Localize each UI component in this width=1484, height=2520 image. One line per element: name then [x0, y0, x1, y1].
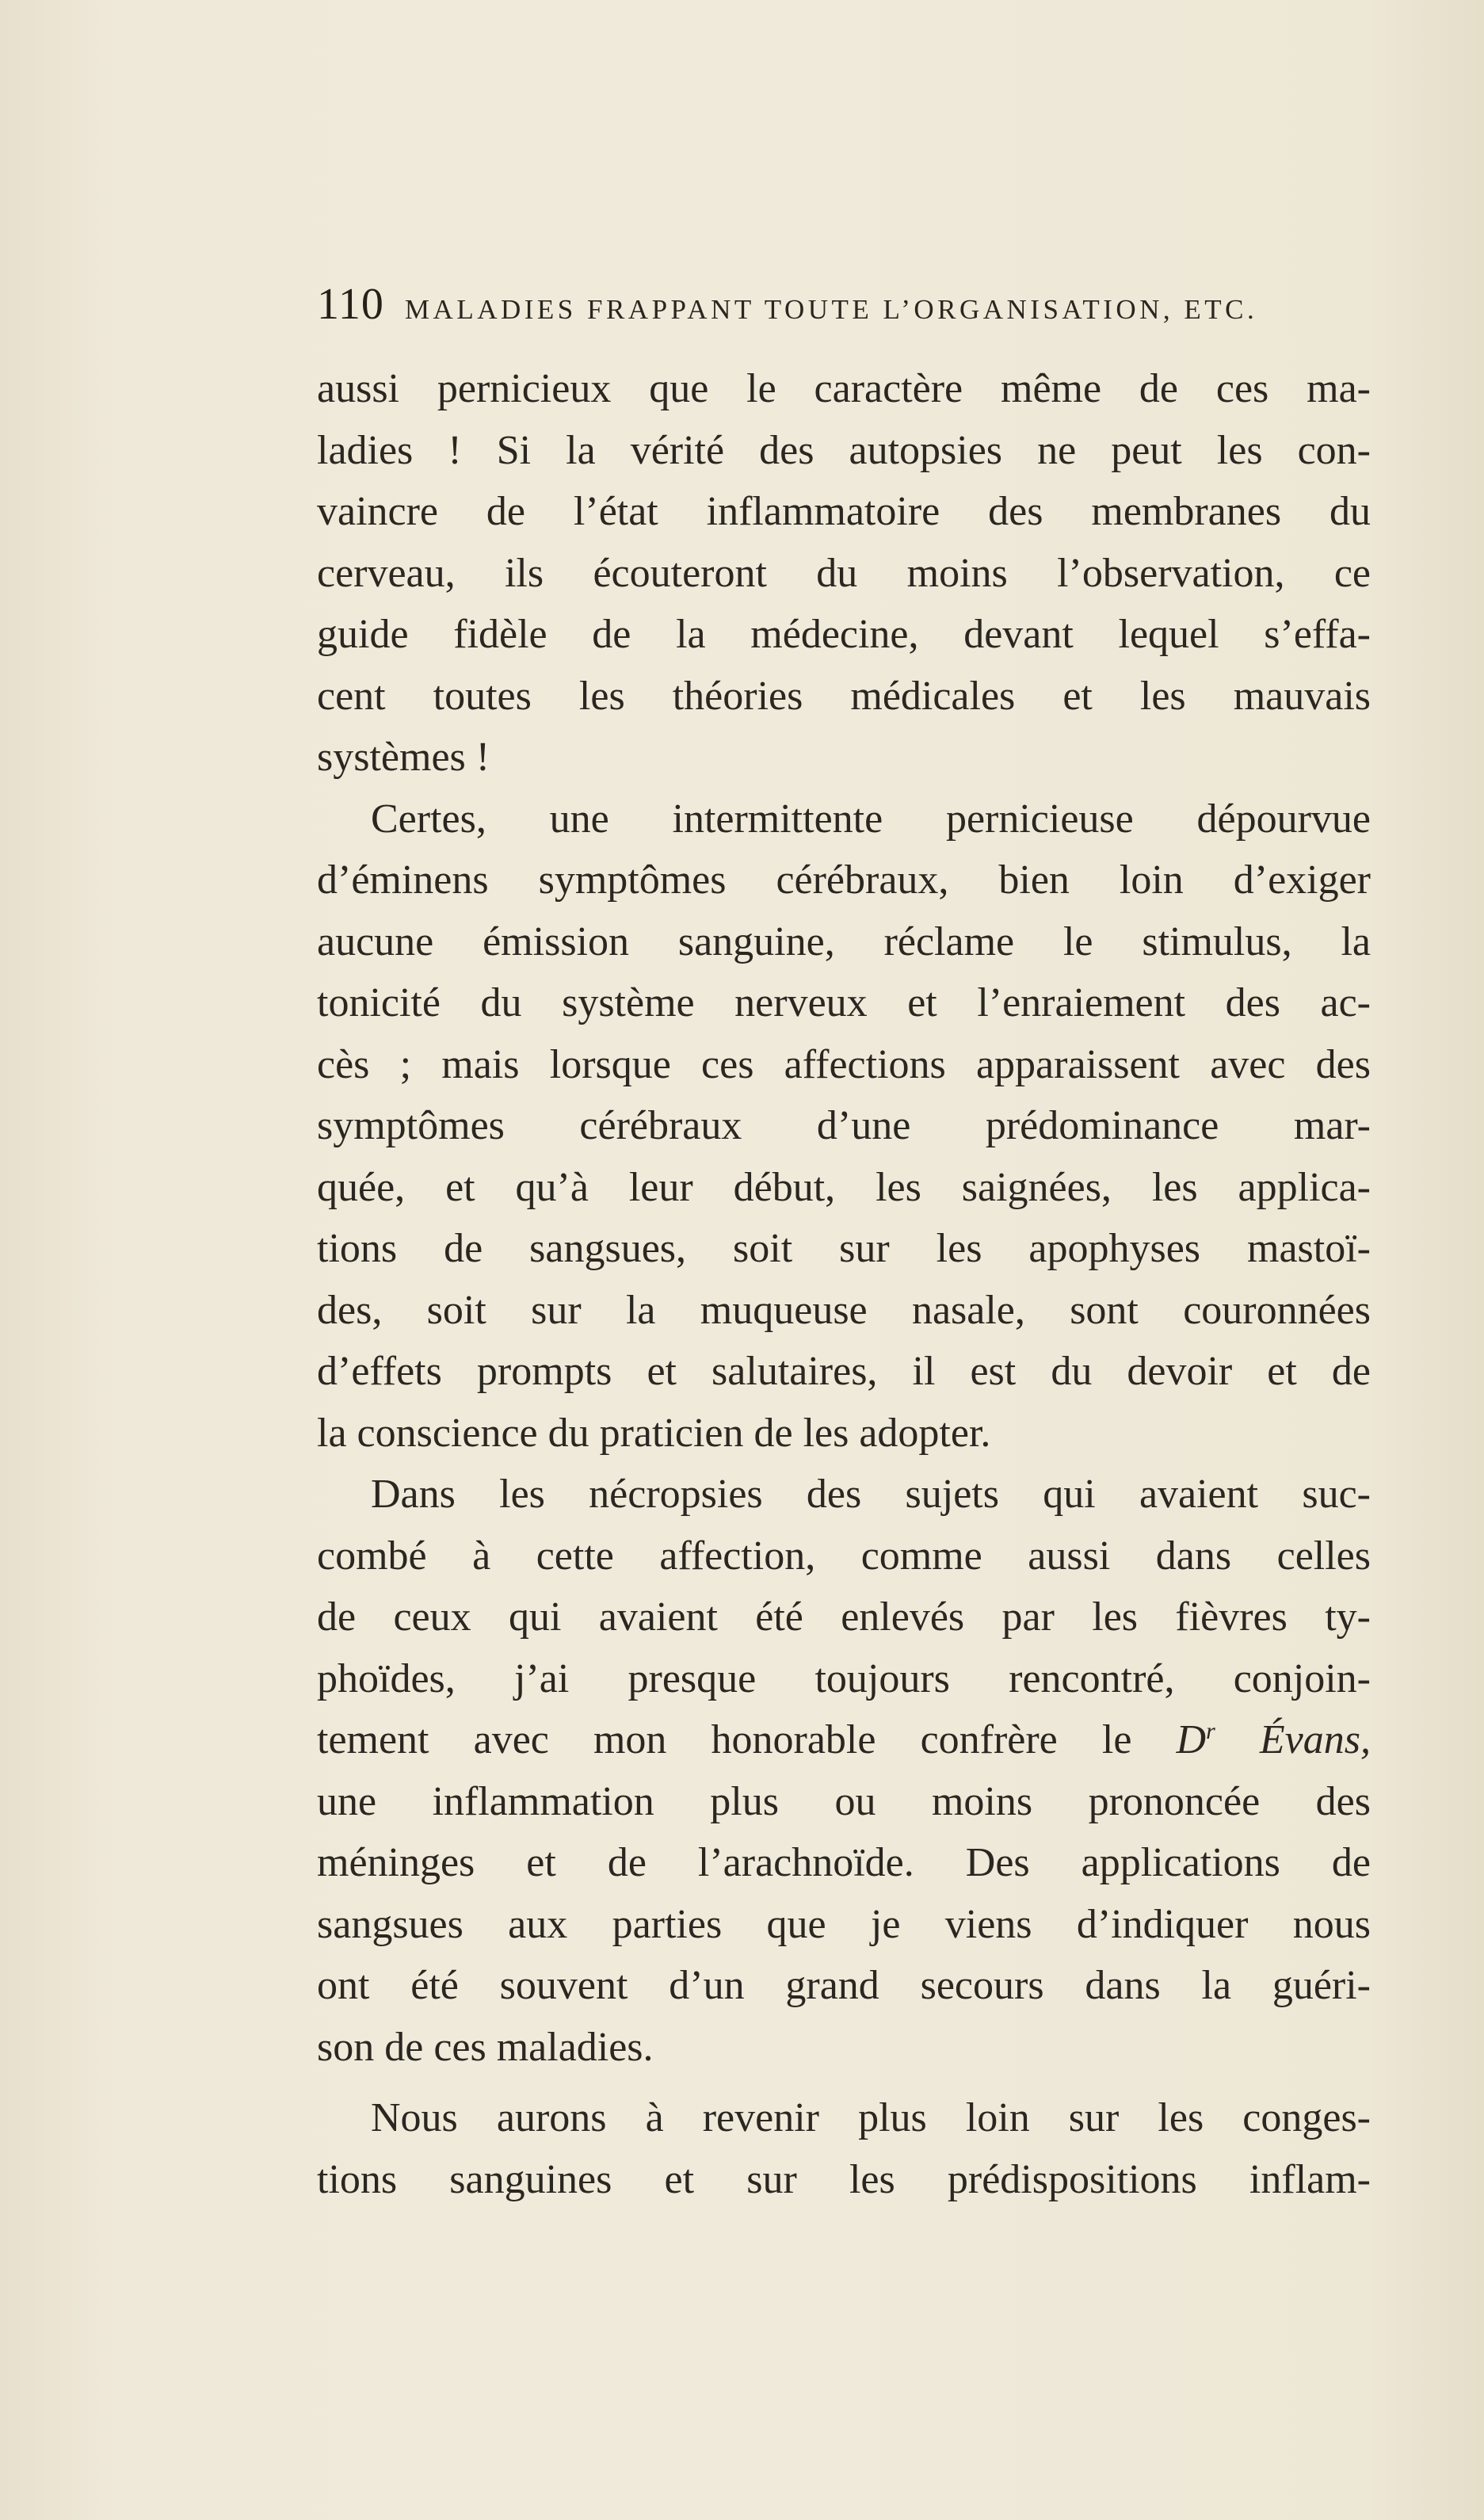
text-line: cerveau, ils écouteront du moins l’observation, ce: [317, 550, 1371, 596]
text-line: aucune émission sanguine, réclame le stimulus, la: [317, 918, 1371, 964]
text-line: combé à cette affection, comme aussi dans celles: [317, 1533, 1371, 1579]
text-line: tions sanguines et sur les prédispositions inflam-: [317, 2156, 1371, 2202]
text-line: sangsues aux parties que je viens d’indiquer nous: [317, 1901, 1371, 1947]
doctor-reference: [1177, 1717, 1371, 1762]
text-line: ladies ! Si la vérité des autopsies ne peut les con-: [317, 427, 1371, 473]
text-line: d’éminens symptômes cérébraux, bien loin d’exiger: [317, 857, 1371, 903]
text-line: des, soit sur la muqueuse nasale, sont couronnées: [317, 1287, 1371, 1333]
text-line: phoïdes, j’ai presque toujours rencontré, conjoin-: [317, 1655, 1371, 1701]
doctor-abbr-superscript: r: [1206, 1718, 1215, 1744]
text-line: Certes, une intermittente pernicieuse dépourvue: [371, 796, 1371, 842]
text-line: ont été souvent d’un grand secours dans la guéri-: [317, 1963, 1371, 2008]
text-line: symptômes cérébraux d’une prédominance mar-: [317, 1103, 1371, 1148]
text-line: vaincre de l’état inflammatoire des membranes du: [317, 489, 1371, 534]
text-line: la conscience du praticien de les adopter.: [317, 1410, 991, 1456]
running-head: MALADIES FRAPPANT TOUTE L’ORGANISATION, ETC.: [404, 294, 1258, 325]
text-line: d’effets prompts et salutaires, il est du devoir et de: [317, 1349, 1371, 1394]
page-header: [317, 279, 1371, 336]
text-line: méninges et de l’arachnoïde. Des applications de: [317, 1840, 1371, 1885]
text-line: Dans les nécropsies des sujets qui avaient suc-: [371, 1472, 1371, 1517]
line-text: tement avec mon honorable confrère le: [317, 1717, 1132, 1762]
text-line: aussi pernicieux que le caractère même de ces ma-: [317, 366, 1371, 411]
text-line: son de ces maladies.: [317, 2024, 654, 2070]
text-line: systèmes !: [317, 735, 490, 780]
text-line: cès ; mais lorsque ces affections apparaissent avec des: [317, 1041, 1371, 1087]
text-line: tions de sangsues, soit sur les apophyses mastoï-: [317, 1226, 1371, 1271]
text-line-with-reference: [317, 1709, 1371, 1771]
doctor-abbr: D: [1176, 1717, 1207, 1762]
text-line: guide fidèle de la médecine, devant lequel s’effa-: [317, 612, 1371, 657]
text-line: Nous aurons à revenir plus loin sur les conges-: [371, 2095, 1371, 2140]
text-line: cent toutes les théories médicales et les mauvais: [317, 673, 1371, 719]
text-line: tonicité du système nerveux et l’enraiement des ac-: [317, 980, 1371, 1025]
text-line: une inflammation plus ou moins prononcée des: [317, 1778, 1371, 1824]
text-line: quée, et qu’à leur début, les saignées, les applica-: [317, 1164, 1371, 1210]
body-text: [317, 358, 1371, 2210]
page-number: 110: [317, 280, 384, 329]
doctor-name: Évans,: [1259, 1717, 1371, 1762]
text-line: de ceux qui avaient été enlevés par les fièvres ty-: [317, 1594, 1371, 1640]
